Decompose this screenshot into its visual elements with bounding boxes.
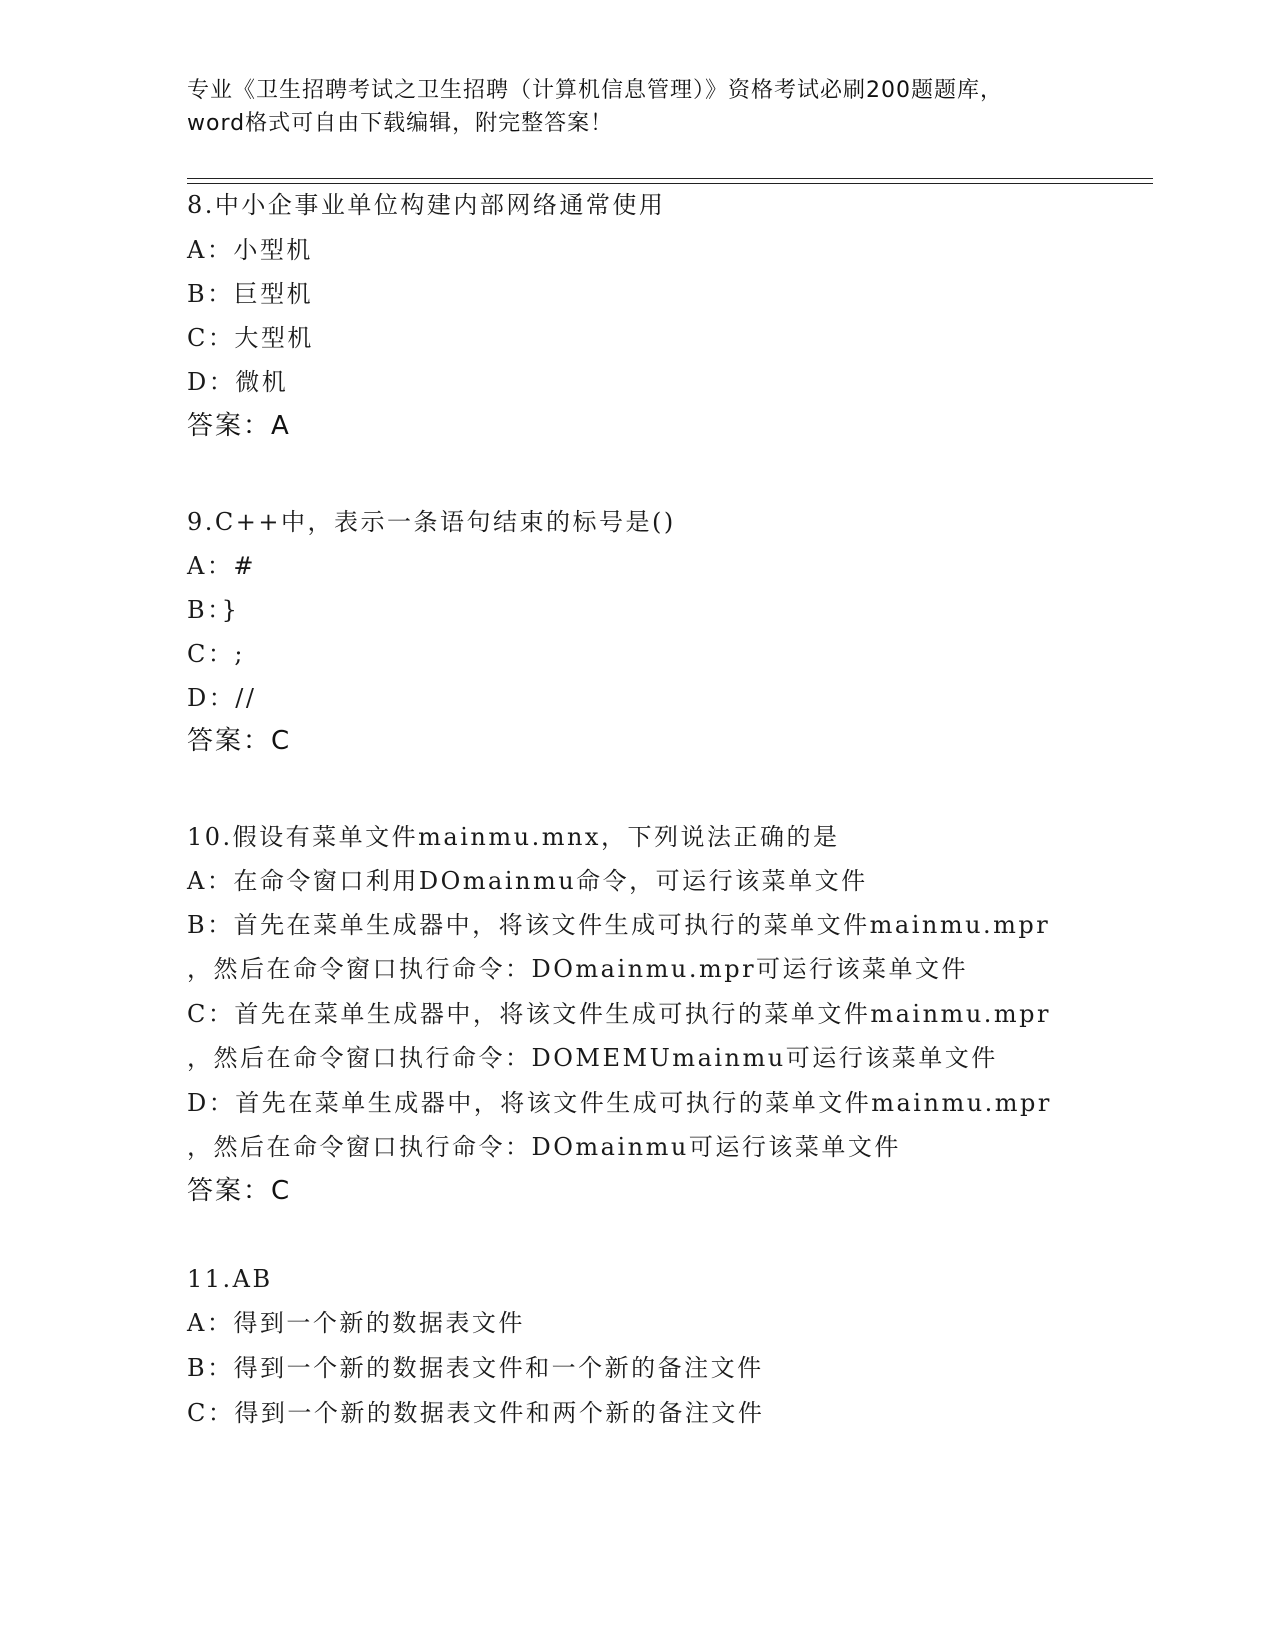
- option-b: B：首先在菜单生成器中，将该文件生成可执行的菜单文件mainmu.mpr: [187, 911, 1051, 939]
- option-b-continuation: ，然后在命令窗口执行命令：DOmainmu.mpr可运行该菜单文件: [187, 955, 969, 983]
- option-d: D：//: [187, 684, 257, 712]
- option-a: A：小型机: [187, 236, 313, 264]
- header-line-2: word格式可自由下载编辑，附完整答案！: [187, 111, 614, 136]
- header-divider-top: [187, 178, 1153, 179]
- option-c: C：;: [187, 640, 245, 668]
- option-a: A：在命令窗口利用DOmainmu命令，可运行该菜单文件: [187, 867, 868, 895]
- option-d: D：首先在菜单生成器中，将该文件生成可执行的菜单文件mainmu.mpr: [187, 1089, 1052, 1117]
- question-stem: 9.C++中，表示一条语句结束的标号是(): [187, 508, 676, 536]
- option-d-continuation: ，然后在命令窗口执行命令：DOmainmu可运行该菜单文件: [187, 1133, 901, 1161]
- option-d: D：微机: [187, 368, 289, 396]
- header-line-1: 专业《卫生招聘考试之卫生招聘（计算机信息管理）》资格考试必刷200题题库，: [187, 78, 1003, 103]
- header-divider-bottom: [187, 183, 1153, 184]
- answer-line: 答案：C: [187, 726, 292, 756]
- option-b: B：巨型机: [187, 280, 314, 308]
- option-c: C：得到一个新的数据表文件和两个新的备注文件: [187, 1399, 765, 1427]
- option-a: A：得到一个新的数据表文件: [187, 1309, 525, 1337]
- option-b: B：得到一个新的数据表文件和一个新的备注文件: [187, 1354, 764, 1382]
- answer-line: 答案：A: [187, 411, 291, 441]
- question-stem: 8.中小企事业单位构建内部网络通常使用: [187, 191, 666, 219]
- option-c-continuation: ，然后在命令窗口执行命令：DOMEMUmainmu可运行该菜单文件: [187, 1044, 998, 1072]
- option-c: C：大型机: [187, 324, 314, 352]
- option-b: B：}: [187, 596, 240, 624]
- option-a: A：#: [187, 552, 256, 580]
- option-c: C：首先在菜单生成器中，将该文件生成可执行的菜单文件mainmu.mpr: [187, 1000, 1051, 1028]
- question-stem: 11.AB: [187, 1265, 273, 1293]
- document-header: [187, 74, 1087, 140]
- question-stem: 10.假设有菜单文件mainmu.mnx，下列说法正确的是: [187, 823, 840, 851]
- answer-line: 答案：C: [187, 1176, 292, 1206]
